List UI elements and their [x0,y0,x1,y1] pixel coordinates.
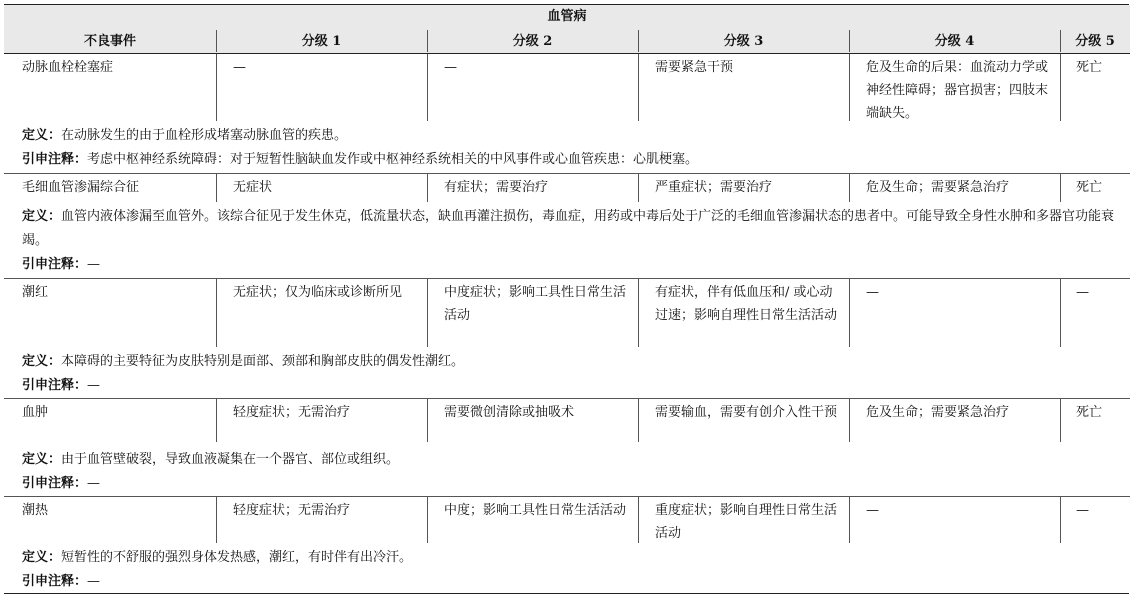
grade-2-cell: — [444,60,457,75]
note-text: 考虑中枢神经系统障碍：对于短暂性脑缺血发作或中枢神经系统相关的中风事件或心血管疾患：心肌梗塞。 [87,152,699,167]
definition-label: 定义： [22,209,62,224]
definition-text: 由于血管壁破裂，导致血液凝集在一个器官、部位或组织。 [61,452,400,467]
grade-2-cell: 需要微创清除或抽吸术 [444,405,575,420]
grade-4-cell: — [866,285,879,300]
note-label: 引申注释： [22,257,88,272]
header-adverse-event: 不良事件 [83,34,136,49]
note-line [22,148,1122,172]
column-divider [1060,54,1061,121]
definition-text: 本障碍的主要特征为皮肤特别是面部、颈部和胸部皮肤的偶发性潮红。 [61,354,465,369]
column-divider [638,497,639,543]
definition-label: 定义： [22,354,62,369]
grade-3-cell: 需要紧急干预 [655,60,734,75]
definition-label: 定义： [22,452,62,467]
header-grade-2: 分级 2 [512,34,553,49]
header-grade-4: 分级 4 [934,34,975,49]
grade-1-cell: 无症状；仅为临床或诊断所见 [233,285,403,300]
column-divider [427,497,428,543]
header-divider [638,30,639,52]
note-label: 引申注释： [22,152,88,167]
grade-1-cell: 轻度症状；无需治疗 [233,503,351,518]
definition-label: 定义： [22,550,62,565]
grade-2-cell: 中度症状；影响工具性日常生活活动 [444,285,627,323]
column-divider [216,54,217,121]
grade-5-cell: 死亡 [1076,405,1103,420]
column-divider [216,174,217,202]
definition-line [22,546,1122,570]
header-grade-5: 分级 5 [1075,34,1115,49]
column-divider [849,279,850,347]
definition-text: 短暂性的不舒服的强烈身体发热感，潮红，有时伴有出冷汗。 [61,550,413,565]
note-line [22,253,1122,277]
row-separator [4,278,1130,279]
column-divider [638,279,639,347]
grade-3-cell: 有症状，伴有低血压和/ 或心动过速；影响自理性日常生活活动 [655,285,838,323]
column-divider [427,174,428,202]
column-divider [1060,279,1061,347]
grade-3-cell: 重度症状；影响自理性日常生活活动 [655,503,838,541]
adverse-event-cell: 血肿 [22,405,49,420]
grade-2-cell: 有症状；需要治疗 [444,180,549,195]
grade-5-cell: 死亡 [1076,60,1103,75]
column-divider [638,54,639,121]
column-divider [216,279,217,347]
header-grade-1: 分级 1 [301,34,342,49]
header-divider [216,30,217,52]
column-divider [849,399,850,442]
definition-line [22,350,1122,374]
note-text: — [87,378,101,393]
note-line [22,570,1122,594]
note-label: 引申注释： [22,378,88,393]
header-grade-3: 分级 3 [723,34,764,49]
grade-1-cell: 无症状 [233,180,273,195]
header-divider [849,30,850,52]
definition-line [22,124,1122,148]
grade-1-cell: 轻度症状；无需治疗 [233,405,351,420]
note-line [22,374,1122,398]
definition-text: 血管内液体渗漏至血管外。该综合征见于发生休克，低流量状态，缺血再灌注损伤，毒血症，用药或中毒后处于广泛的毛细血管渗漏状态的患者中。可能导致全身性水肿和多器官功能衰竭。 [22,209,1115,248]
column-divider [638,399,639,442]
column-divider [849,54,850,121]
column-divider [1060,399,1061,442]
adverse-event-cell: 潮热 [22,503,49,518]
definition-text: 在动脉发生的由于血栓形成堵塞动脉血管的疾患。 [61,128,348,143]
row-separator [4,173,1130,174]
note-label: 引申注释： [22,574,88,589]
grade-5-cell: 死亡 [1076,180,1103,195]
column-divider [216,497,217,543]
column-divider [1060,497,1061,543]
adverse-event-cell: 毛细血管渗漏综合征 [22,180,140,195]
grade-3-cell: 严重症状；需要治疗 [655,180,773,195]
row-separator [4,496,1130,497]
table-caption: 血管病 [4,5,1130,29]
grade-4-cell: — [866,503,879,518]
definition-label: 定义： [22,128,62,143]
grade-4-cell: 危及生命的后果：血流动力学或神经性障碍；器官损害；四肢末端缺失。 [866,60,1049,121]
column-divider [216,399,217,442]
definition-line [22,205,1122,253]
note-text: — [87,257,101,272]
adverse-event-cell: 动脉血栓栓塞症 [22,60,114,75]
grade-2-cell: 中度；影响工具性日常生活活动 [444,503,627,518]
header-divider [427,30,428,52]
grade-5-cell: — [1076,285,1089,300]
column-divider [849,497,850,543]
note-text: — [87,574,101,589]
note-label: 引申注释： [22,476,88,491]
column-divider [849,174,850,202]
grade-1-cell: — [233,60,246,75]
note-line [22,472,1122,496]
grade-5-cell: — [1076,503,1089,518]
definition-line [22,448,1122,472]
column-divider [427,399,428,442]
header-row [4,29,1130,54]
grade-4-cell: 危及生命；需要紧急治疗 [866,180,1010,195]
column-divider [427,54,428,121]
note-text: — [87,476,101,491]
grade-4-cell: 危及生命；需要紧急治疗 [866,405,1010,420]
header-divider [1060,30,1061,52]
column-divider [1060,174,1061,202]
column-divider [427,279,428,347]
column-divider [638,174,639,202]
row-separator [4,398,1130,399]
grade-3-cell: 需要输血，需要有创介入性干预 [655,405,838,420]
adverse-event-cell: 潮红 [22,285,49,300]
